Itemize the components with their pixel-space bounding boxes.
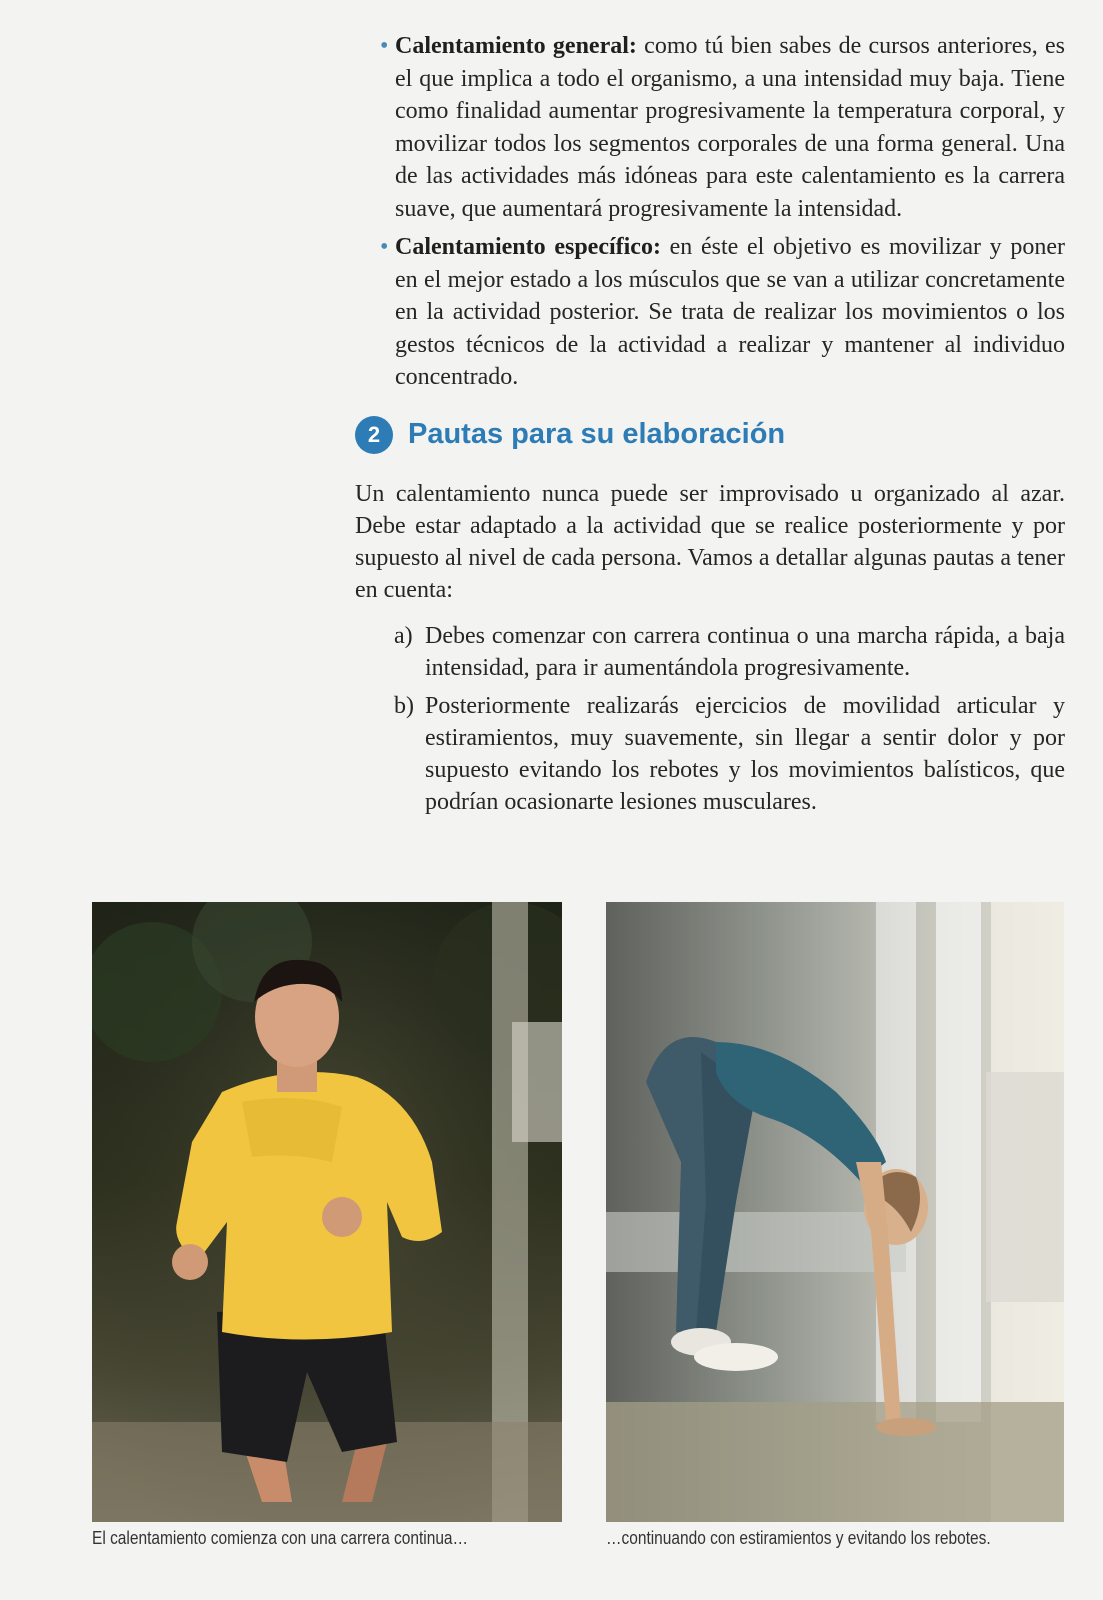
section-title: Pautas para su elaboración [408, 418, 786, 450]
stretching-illustration [606, 902, 1064, 1522]
guideline-letter: a) [394, 622, 413, 649]
guideline-text: Posteriormente realizarás ejercicios de movilidad articular y estiramientos, muy suavemente, sin llegar a sentir dolor y por supuesto evitando los rebotes y los movimientos balísticos, que podrían ocasionarte lesiones musculares. [425, 692, 1065, 815]
section-heading [355, 416, 1065, 454]
guideline-item-b [394, 690, 1065, 818]
bullet-text: como tú bien sabes de cursos anteriores, es el que implica a todo el organismo, a una intensidad muy baja. Tiene como finalidad aumentar progresivamente la temperatura corporal, y movilizar todos los segmentos corporales de una forma general. Una de las actividades más idóneas para este calentamiento es la carrera suave, que aumentará progresivamente la intensidad. [395, 33, 1065, 222]
guideline-letter: b) [394, 692, 414, 719]
guideline-text: Debes comenzar con carrera continua o una marcha rápida, a baja intensidad, para ir aumentándola progresivamente. [425, 622, 1065, 681]
bullet-dot-icon: • [380, 33, 389, 59]
section-number-badge: 2 [355, 416, 393, 454]
runner-illustration [92, 902, 562, 1522]
bullet-text: en éste el objetivo es movilizar y poner en el mejor estado a los músculos que se van a utilizar concretamente en la actividad posterior. Se trata de realizar los movimientos o los gestos técnicos de la actividad a realizar y mantener al individuo concentrado. [395, 234, 1065, 390]
bullet-general-warmup [380, 30, 1065, 225]
stretching-photo [606, 902, 1064, 1522]
runner-photo [92, 902, 562, 1522]
warmup-types-list [355, 30, 1065, 394]
guideline-item-a [394, 620, 1065, 684]
bullet-term: Calentamiento general: [395, 33, 637, 59]
bullet-specific-warmup [380, 231, 1065, 394]
main-text-column [355, 30, 1065, 824]
right-photo-caption: …continuando con estiramientos y evitando los rebotes. [606, 1528, 991, 1548]
left-photo-caption: El calentamiento comienza con una carrera continua… [92, 1528, 469, 1548]
guidelines-list [355, 620, 1065, 818]
bullet-dot-icon: • [380, 234, 389, 260]
intro-paragraph: Un calentamiento nunca puede ser improvisado u organizado al azar. Debe estar adaptado a la actividad que se realice posteriormente y por supuesto al nivel de cada persona. Vamos a detallar algunas pautas a tener en cuenta: [355, 480, 1065, 603]
bullet-term: Calentamiento específico: [395, 234, 661, 260]
